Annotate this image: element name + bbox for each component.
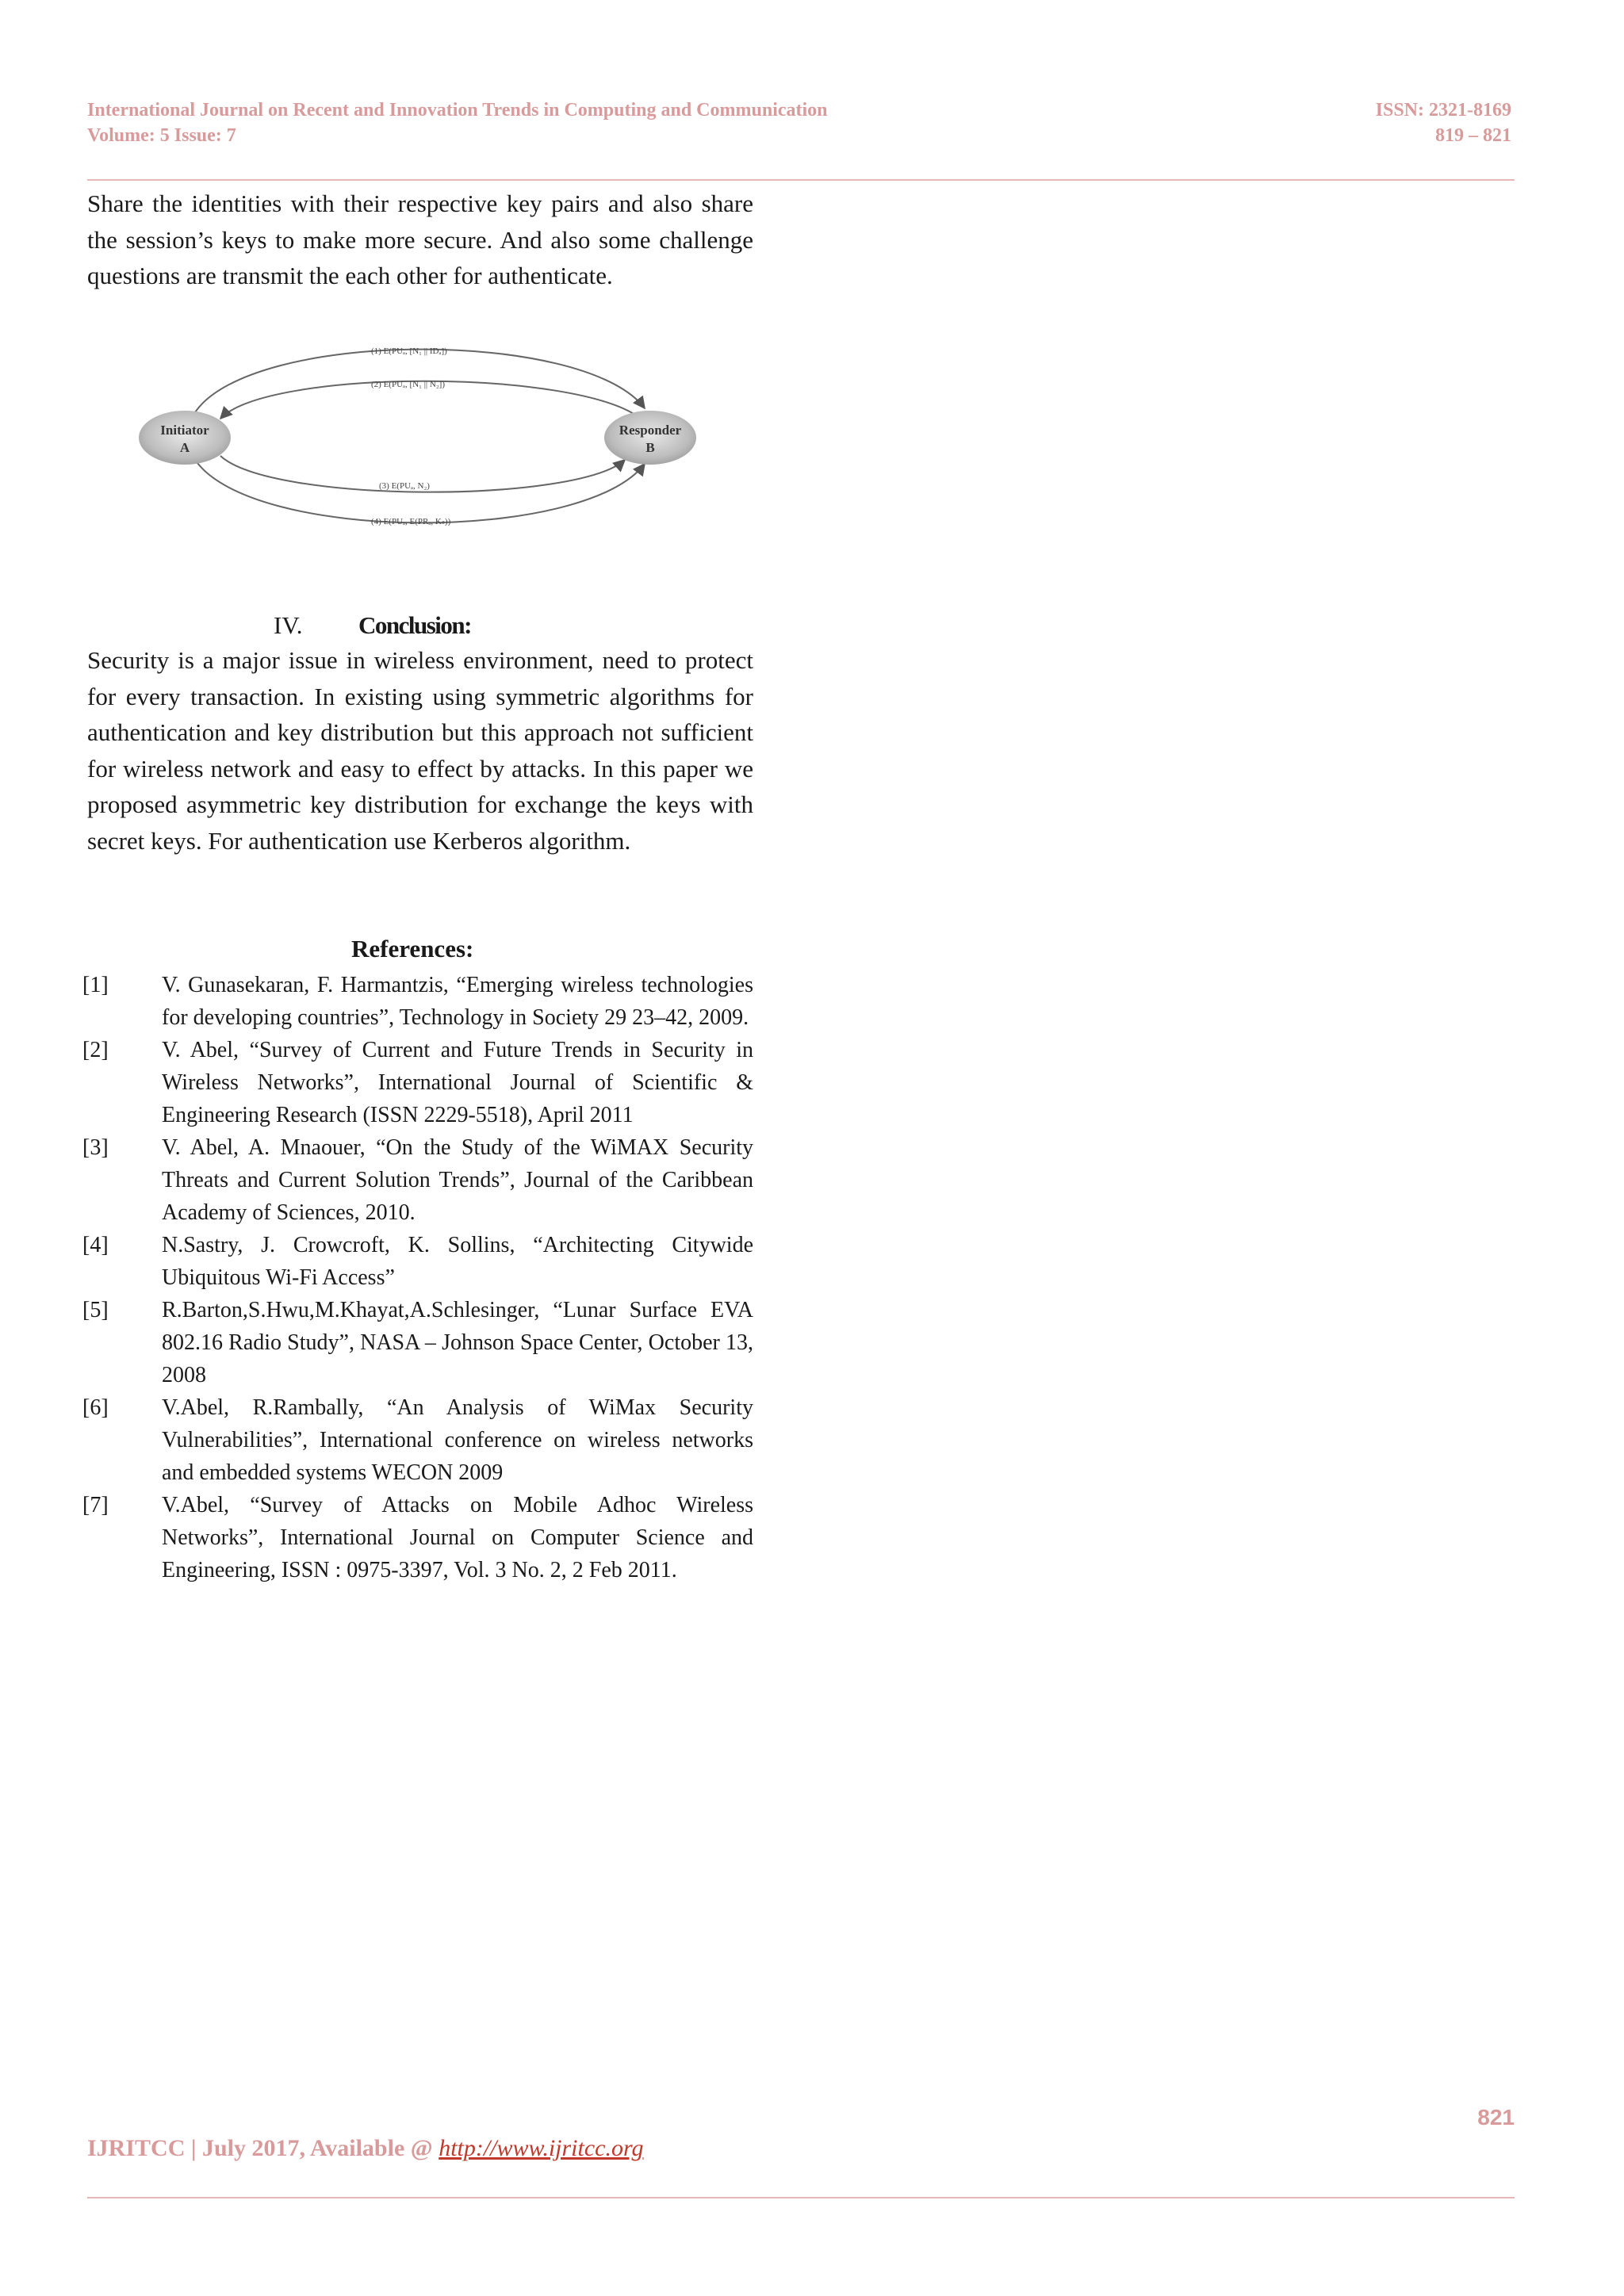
initiator-label: Initiator [160, 423, 209, 438]
references-title: References: [351, 935, 474, 962]
key-exchange-diagram [133, 333, 704, 547]
header-rule [87, 179, 1515, 181]
reference-index: [3] [82, 1135, 109, 1160]
reference-index: [2] [82, 1038, 109, 1062]
reference-index: [7] [82, 1493, 109, 1517]
footer [87, 2135, 644, 2162]
reference-text: V. Abel, “Survey of Current and Future Trends in Security in Wireless Networks”, International Journal of Scientific & Engineering Research (ISSN 2229-5518), April 2011 [162, 1038, 753, 1127]
section-heading [274, 610, 591, 641]
responder-node [604, 411, 696, 465]
reference-item [82, 1229, 753, 1294]
section-title: Conclusion: [358, 611, 471, 639]
page-range: 819 – 821 [1435, 125, 1511, 146]
reference-text: N.Sastry, J. Crowcroft, K. Sollins, “Architecting Citywide Ubiquitous Wi-Fi Access” [162, 1233, 753, 1290]
references-list [82, 969, 753, 1586]
reference-item [82, 969, 753, 1034]
reference-item [82, 1034, 753, 1131]
reference-index: [4] [82, 1233, 109, 1257]
footer-text: IJRITCC | July 2017, Available @ [87, 2135, 439, 2161]
section-number: IV. [274, 611, 303, 639]
reference-text: V. Gunasekaran, F. Harmantzis, “Emerging wireless technologies for developing countries”, Technology in Society 29 23–42, 2009. [162, 973, 753, 1030]
reference-item [82, 1489, 753, 1586]
message-label-1: (1) E(PUₐ, [N₁ || IDₐ]) [371, 346, 447, 356]
reference-index: [5] [82, 1298, 109, 1322]
running-header-right [1376, 98, 1511, 148]
reference-item [82, 1294, 753, 1391]
reference-text: R.Barton,S.Hwu,M.Khayat,A.Schlesinger, “Lunar Surface EVA 802.16 Radio Study”, NASA – Johnson Space Center, October 13, 2008 [162, 1298, 753, 1387]
intro-section [87, 186, 753, 294]
reference-text: V.Abel, “Survey of Attacks on Mobile Adhoc Wireless Networks”, International Journal on Computer Science and Engineering, ISSN : 0975-3397, Vol. 3 No. 2, 2 Feb 2011. [162, 1493, 753, 1582]
conclusion-section [87, 642, 753, 859]
initiator-id: A [179, 440, 190, 455]
responder-label: Responder [619, 423, 682, 438]
journal-website-link[interactable]: http://www.ijritcc.org [439, 2135, 644, 2161]
reference-index: [1] [82, 973, 109, 997]
message-label-4: (4) E(PUₐ, E(PRₐ, Kₛ)) [371, 517, 451, 526]
initiator-node [139, 411, 231, 465]
reference-text: V.Abel, R.Rambally, “An Analysis of WiMax Security Vulnerabilities”, International conference on wireless networks and embedded systems WECON 2009 [162, 1395, 753, 1485]
intro-paragraph: Share the identities with their respective key pairs and also share the session’s keys to make more secure. And also some challenge questions are transmit the each other for authenticate. [87, 189, 753, 289]
reference-item [82, 1131, 753, 1229]
issn: ISSN: 2321-8169 [1375, 100, 1511, 121]
page-number: 821 [1477, 2105, 1515, 2130]
footer-rule [87, 2197, 1515, 2198]
reference-text: V. Abel, A. Mnaouer, “On the Study of the WiMAX Security Threats and Current Solution Trends”, Journal of the Caribbean Academy of Sciences, 2010. [162, 1135, 753, 1225]
reference-item [82, 1391, 753, 1489]
journal-title: International Journal on Recent and Innovation Trends in Computing and Communication [87, 100, 828, 121]
running-header-left [87, 98, 828, 148]
volume-issue: Volume: 5 Issue: 7 [87, 125, 236, 146]
message-label-3: (3) E(PUₐ, N₂) [379, 481, 430, 491]
reference-index: [6] [82, 1395, 109, 1420]
message-label-2: (2) E(PUₐ, [N₁ || N₂]) [371, 380, 445, 389]
responder-id: B [645, 440, 655, 455]
conclusion-paragraph: Security is a major issue in wireless environment, need to protect for every transaction. In existing using symmetric algorithms for authentication and key distribution but this approach not sufficient for wireless network and easy to effect by attacks. In this paper we proposed asymmetric key distribution for exchange the keys with secret keys. For authentication use Kerberos algorithm. [87, 646, 753, 855]
